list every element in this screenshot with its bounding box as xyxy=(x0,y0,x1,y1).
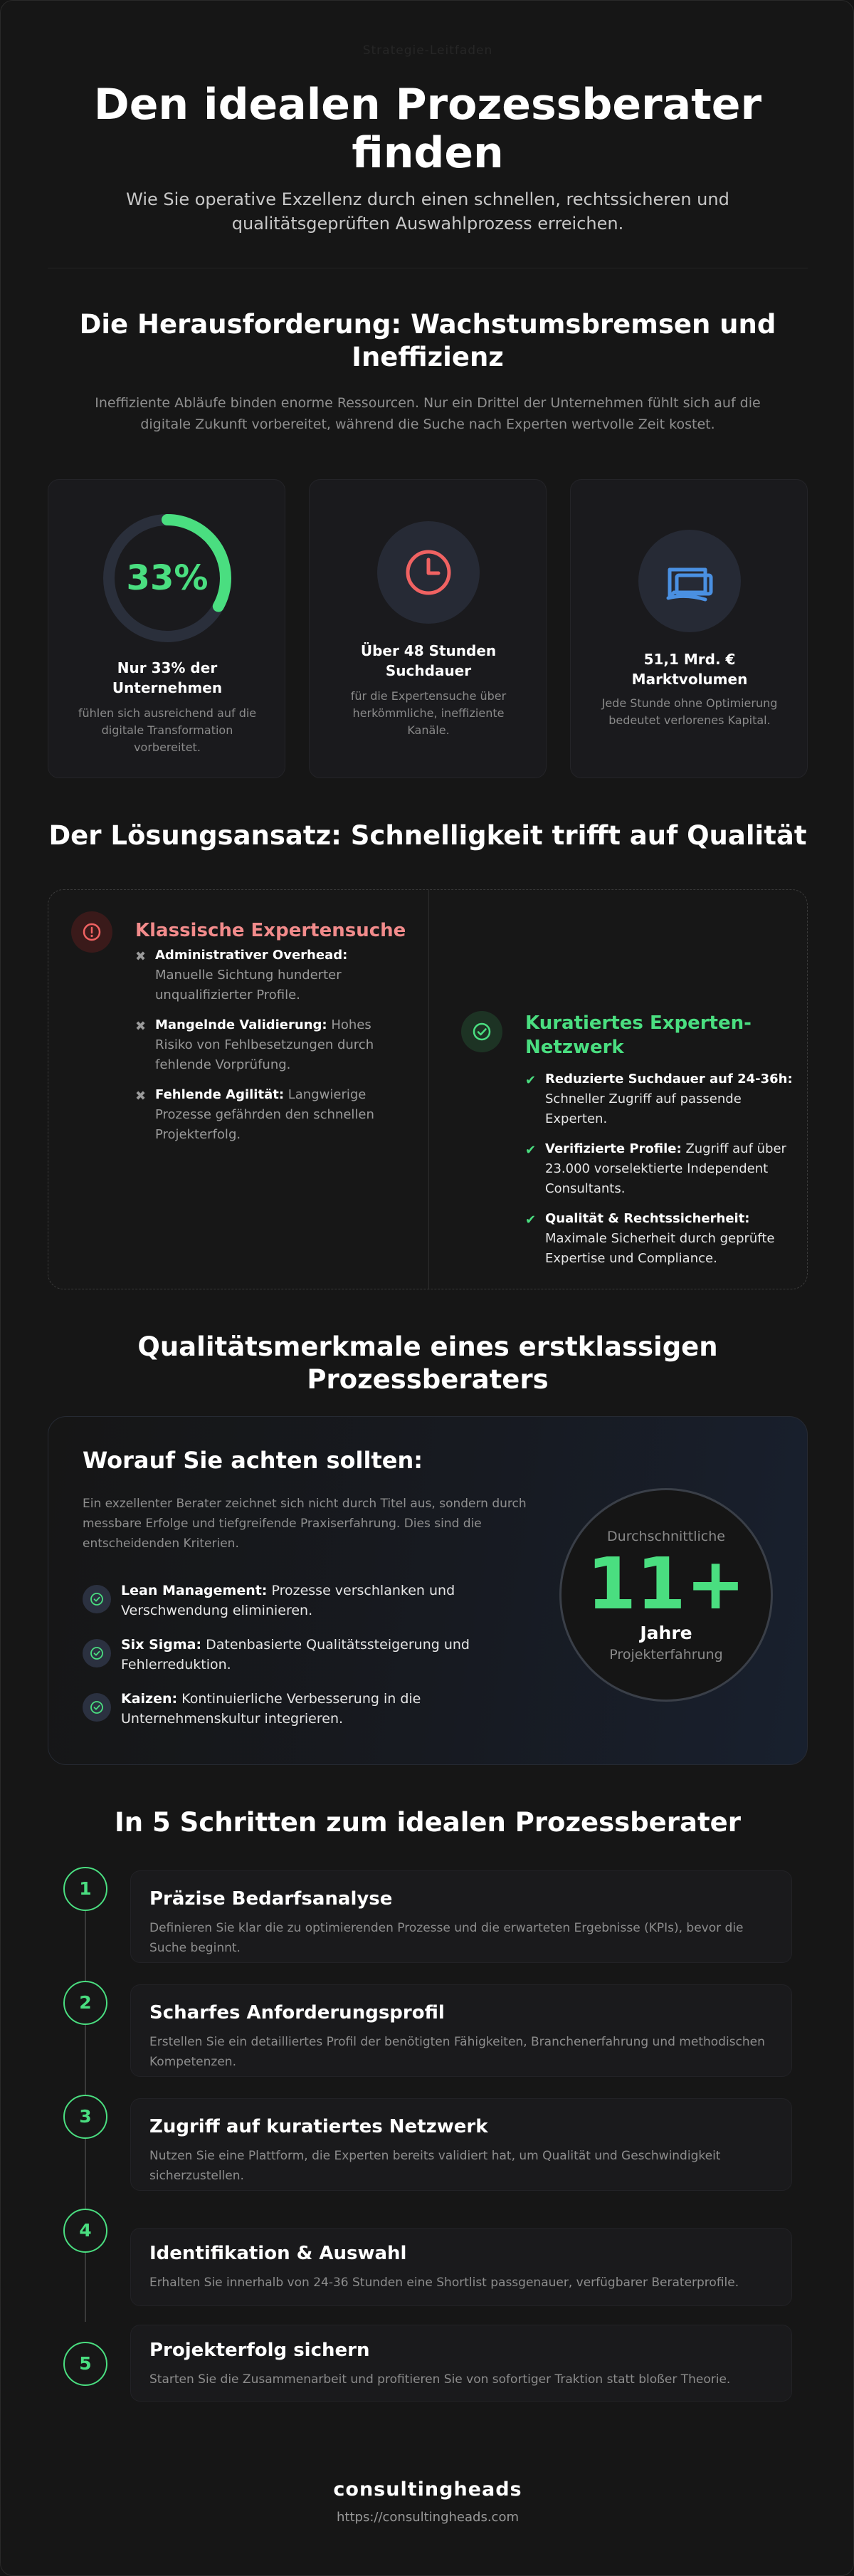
check-icon: ✔ xyxy=(525,1143,537,1158)
comparison-divider xyxy=(428,890,429,1289)
step-title: Scharfes Anforderungsprofil xyxy=(149,2002,445,2023)
step-number: 1 xyxy=(63,1867,107,1911)
quality-panel xyxy=(48,1416,808,1765)
quality-heading: Worauf Sie achten sollten: xyxy=(83,1447,423,1474)
steps-title: In 5 Schritten zum idealen Prozessberater xyxy=(115,1807,741,1838)
hero-kicker: Strategie-Leitfaden xyxy=(362,43,493,58)
check-circle-icon xyxy=(83,1693,111,1722)
page-subtitle: Wie Sie operative Exzellenz durch einen schnellen, rechtssicheren und qualitätsgeprüften Auswahlprozess erreichen. xyxy=(126,189,729,234)
check-circle-icon xyxy=(83,1585,111,1613)
stat-title: Über 48 Stunden Suchdauer xyxy=(360,642,497,679)
stat-value: 33% xyxy=(126,558,209,598)
alert-icon xyxy=(71,911,112,953)
stat-title: Nur 33% der Unternehmen xyxy=(112,659,223,696)
step-title: Zugriff auf kuratiertes Netzwerk xyxy=(149,2116,488,2137)
comparison-panel xyxy=(48,889,808,1289)
step-title: Projekterfolg sichern xyxy=(149,2340,370,2361)
step-description: Starten Sie die Zusammenarbeit und profitieren Sie von sofortiger Traktion statt bloßer Theorie. xyxy=(149,2372,731,2387)
check-icon: ✔ xyxy=(525,1073,537,1088)
stat-card-readiness xyxy=(48,479,285,778)
money-icon xyxy=(638,530,741,632)
classic-item: Fehlende Agilität: Langwierige Prozesse gefährden den schnellen Projekterfolg. xyxy=(155,1087,374,1142)
experience-unit: Jahre xyxy=(640,1623,692,1643)
stat-description: für die Expertensuche über herkömmliche, ineffiziente Kanäle. xyxy=(350,689,507,737)
check-circle-icon xyxy=(83,1639,111,1667)
step-card xyxy=(130,1870,792,1963)
step-description: Erhalten Sie innerhalb von 24-36 Stunden eine Shortlist passgenauer, verfügbarer Beraterprofile. xyxy=(149,2276,739,2290)
step-number: 4 xyxy=(63,2209,107,2253)
page-title: Den idealen Prozessberater finden xyxy=(93,80,762,178)
challenge-lead: Ineffiziente Abläufe binden enorme Ressourcen. Nur ein Drittel der Unternehmen fühlt sich auf die digitale Zukunft vorbereitet, während die Suche nach Experten wertvolle Zeit kostet. xyxy=(95,395,761,432)
step-number: 3 xyxy=(63,2095,107,2139)
classic-title: Klassische Expertensuche xyxy=(135,920,406,941)
experience-badge xyxy=(559,1488,773,1702)
curated-title: Kuratiertes Experten-Netzwerk xyxy=(525,1012,752,1058)
step-card xyxy=(130,2228,792,2306)
curated-item: Qualität & Rechtssicherheit: Maximale Sicherheit durch geprüfte Expertise und Compliance. xyxy=(545,1211,775,1266)
solution-title: Der Lösungsansatz: Schnelligkeit trifft auf Qualität xyxy=(48,820,807,851)
challenge-title: Die Herausforderung: Wachstumsbremsen und Ineffizienz xyxy=(79,309,776,372)
stat-card-search-time xyxy=(309,479,547,778)
experience-pre: Durchschnittliche xyxy=(607,1529,725,1544)
quality-item: Six Sigma: Datenbasierte Qualitätssteigerung und Fehlerreduktion. xyxy=(121,1637,470,1672)
clock-icon xyxy=(377,521,480,624)
step-description: Nutzen Sie eine Plattform, die Experten bereits validiert hat, um Qualität und Geschwindigkeit sicherzustellen. xyxy=(149,2149,721,2183)
quality-title: Qualitätsmerkmale eines erstklassigen Prozessberaters xyxy=(137,1331,718,1395)
x-icon: ✖ xyxy=(135,1089,147,1104)
step-description: Definieren Sie klar die zu optimierenden Prozesse und die erwarteten Ergebnisse (KPIs), bevor die Suche beginnt. xyxy=(149,1921,744,1955)
step-number: 5 xyxy=(63,2342,107,2386)
x-icon: ✖ xyxy=(135,1019,147,1034)
experience-post: Projekterfahrung xyxy=(609,1647,723,1663)
classic-item: Mangelnde Validierung: Hohes Risiko von Fehlbesetzungen durch fehlende Vorprüfung. xyxy=(155,1017,374,1072)
quality-item: Lean Management: Prozesse verschlanken und Verschwendung eliminieren. xyxy=(121,1583,455,1618)
step-title: Identifikation & Auswahl xyxy=(149,2243,407,2264)
quality-item: Kaizen: Kontinuierliche Verbesserung in die Unternehmenskultur integrieren. xyxy=(121,1691,421,1727)
step-card xyxy=(130,2325,792,2402)
check-circle-icon xyxy=(461,1011,502,1052)
stat-card-market-volume xyxy=(570,479,808,778)
quality-lead: Ein exzellenter Berater zeichnet sich nicht durch Titel aus, sondern durch messbare Erfolge und tiefgreifende Praxiserfahrung. Dies sind die entscheidenden Kriterien. xyxy=(83,1497,527,1551)
curated-item: Reduzierte Suchdauer auf 24-36h: Schneller Zugriff auf passende Experten. xyxy=(545,1072,793,1126)
footer-link[interactable]: https://consultingheads.com xyxy=(337,2510,519,2525)
classic-item: Administrativer Overhead: Manuelle Sichtung hunderter unqualifizierter Profile. xyxy=(155,948,348,1002)
step-card xyxy=(130,2098,792,2191)
experience-value: 11+ xyxy=(586,1542,746,1625)
step-title: Präzise Bedarfsanalyse xyxy=(149,1888,393,1910)
stat-description: fühlen sich ausreichend auf die digitale Transformation vorbereitet. xyxy=(78,706,257,754)
step-description: Erstellen Sie ein detailliertes Profil der benötigten Fähigkeiten, Branchenerfahrung und methodischen Kompetenzen. xyxy=(149,2035,765,2069)
x-icon: ✖ xyxy=(135,949,147,964)
curated-item: Verifizierte Profile: Zugriff auf über 23.000 vorselektierte Independent Consultants. xyxy=(545,1141,786,1196)
step-number: 2 xyxy=(63,1981,107,2025)
stat-title: 51,1 Mrd. € Marktvolumen xyxy=(631,651,748,688)
step-card xyxy=(130,1984,792,2077)
footer-brand: consultingheads xyxy=(333,2478,522,2501)
stat-description: Jede Stunde ohne Optimierung bedeutet verlorenes Kapital. xyxy=(601,696,778,727)
check-icon: ✔ xyxy=(525,1213,537,1227)
